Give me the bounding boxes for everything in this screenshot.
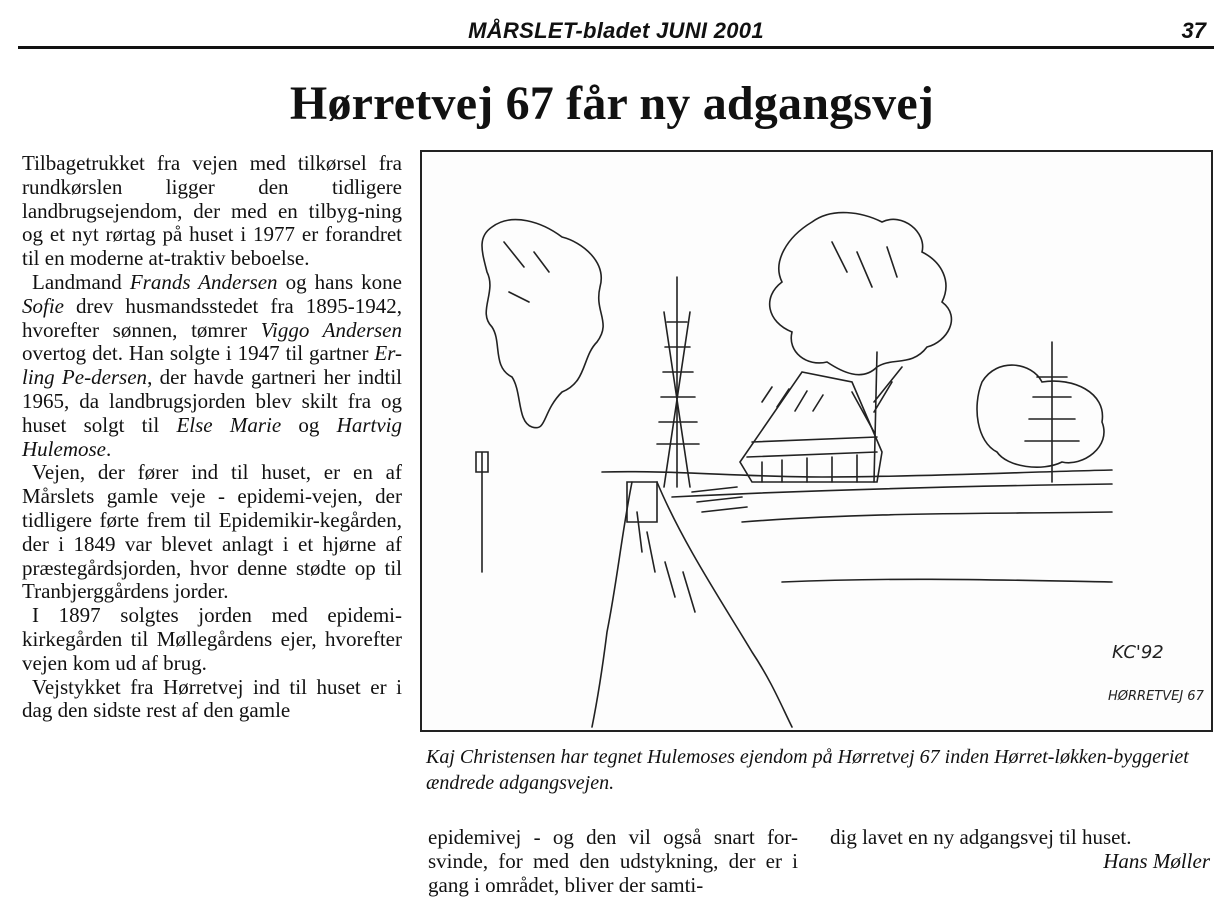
paragraph-final: dig lavet en ny adgangsvej til huset.: [830, 825, 1132, 849]
page-number: 37: [1181, 18, 1206, 43]
author-byline: Hans Møller: [1103, 848, 1210, 873]
header-rule: [18, 46, 1214, 49]
person-name: Frands Andersen: [129, 269, 278, 294]
paragraph-1: Tilbagetrukket fra vejen med tilkørsel fra rundkørslen ligger den tidligere landbrugsejendom, der med en tilbyg-ning og et nyt rørtag på huset i 1977 er forandret til en moderne at-traktiv beboelse.: [22, 151, 402, 271]
article-column-3: [830, 826, 1210, 874]
masthead: [18, 18, 1214, 48]
person-name: Viggo Andersen: [260, 317, 402, 342]
artist-signature: KC'92: [1112, 642, 1164, 663]
paragraph-continued: epidemivej - og den vil også snart for-svinde, for med den udstykning, der er i gang i området, bliver der samti-: [428, 825, 798, 897]
article-headline: Hørretvej 67 får ny adgangsvej: [289, 77, 935, 130]
paragraph-3: Vejen, der fører ind til huset, er en af Mårslets gamle veje - epidemi-vejen, der tidligere førte frem til Epidemikir-kegården, der i 1849 var blevet anlagt i et hjørne af præstegårdsjorden, hvor denne stødte op til Tranbjerggårdens jorder.: [22, 460, 402, 604]
article-column-1: [22, 152, 402, 723]
paragraph-2: Landmand Frands Andersen og hans kone Sofie drev husmandsstedet fra 1895-1942, hvorefter sønnen, tømrer Viggo Andersen overtog det. Han solgte i 1947 til gartner Er-ling Pe-dersen, der havde gartneri her indtil 1965, da landbrugsjorden blev skilt fra og huset solgt til Else Marie og Hartvig Hulemose.: [22, 269, 403, 461]
person-name: Hartvig Hulemose: [22, 412, 402, 461]
paragraph-4: I 1897 solgtes jorden med epidemi-kirkegården til Møllegårdens ejer, hvorefter vejen kom ud af brug.: [22, 603, 402, 675]
paragraph-5: Vejstykket fra Hørretvej ind til huset er i dag den sidste rest af den gamle: [22, 674, 402, 723]
sketch-illustration: [420, 150, 1213, 732]
person-name: Er-ling Pe-dersen: [22, 341, 402, 390]
article-column-2: [428, 826, 798, 897]
publication-title: MÅRSLET-bladet JUNI 2001: [468, 18, 764, 43]
figure-caption: Kaj Christensen har tegnet Hulemoses ejendom på Hørretvej 67 inden Hørret-løkken-byggeriet ændrede adgangsvejen.: [426, 746, 1189, 794]
farmhouse-sketch: [422, 152, 1211, 730]
location-note: HØRRETVEJ 67: [1108, 689, 1204, 704]
person-name: Else Marie: [176, 412, 282, 437]
person-name: Sofie: [22, 293, 64, 318]
